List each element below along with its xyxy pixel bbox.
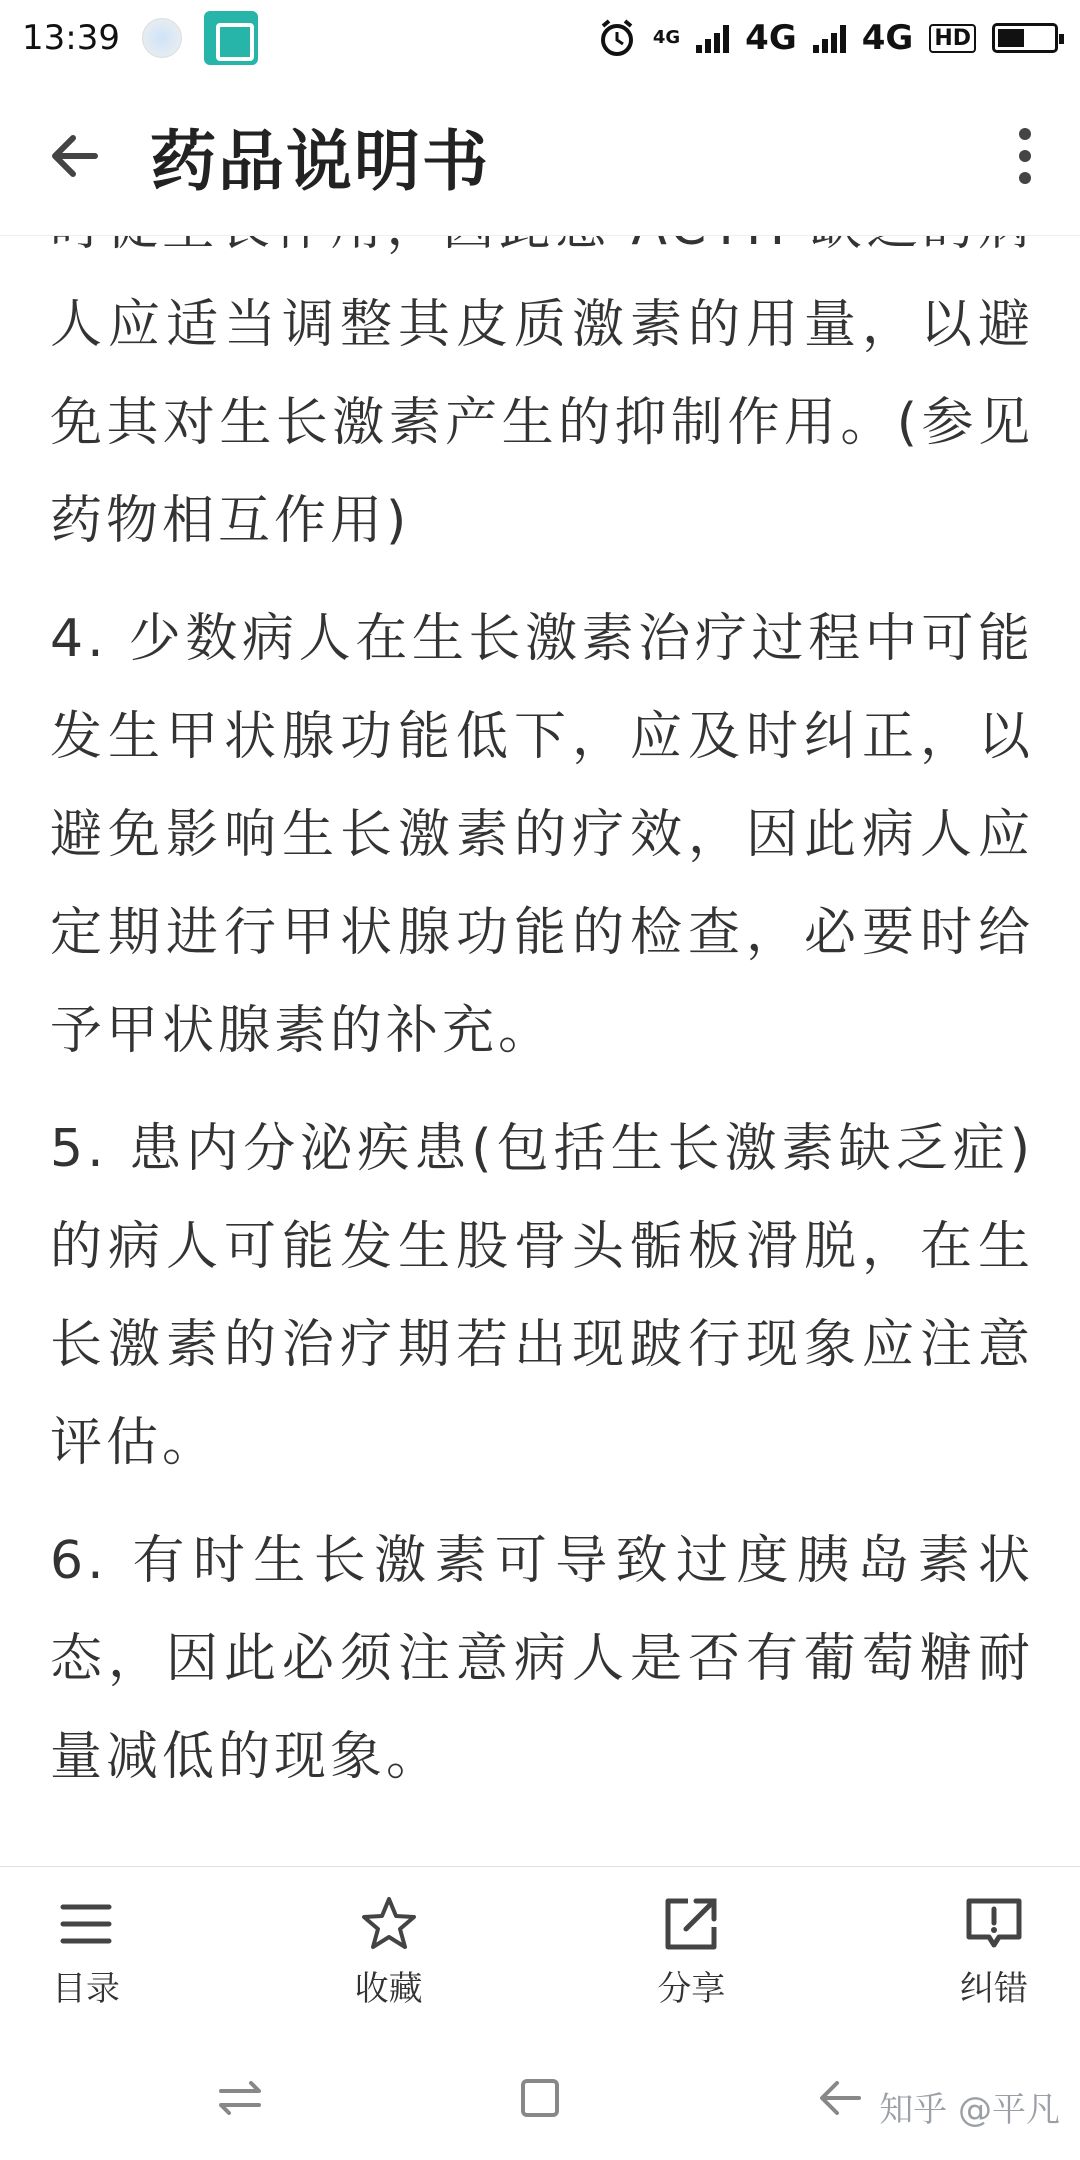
app-notification-icon [142, 18, 182, 58]
network-label-1: 4G [745, 18, 797, 58]
paragraph-4: 4. 少数病人在生长激素治疗过程中可能发生甲状腺功能低下，应及时纠正，以避免影响生长激素的疗效，因此病人应定期进行甲状腺功能的检查，必要时给予甲状腺素的补充。 [50, 609, 1034, 1061]
favorite-label: 收藏 [354, 1969, 423, 2009]
signal-icon-2 [813, 23, 846, 53]
toc-label: 目录 [52, 1969, 120, 2009]
app-header [0, 76, 1080, 236]
more-options-button[interactable] [970, 76, 1080, 236]
paragraph-partial: 人应适当调整其皮质激素的用量，以避免其对生长激素产生的抑制作用。(参见药物相互作用) [50, 295, 1034, 551]
signal-icon [696, 23, 729, 53]
paragraph-6: 6. 有时生长激素可导致过度胰岛素状态，因此必须注意病人是否有葡萄糖耐量减低的现象。 [50, 1531, 1034, 1787]
home-icon[interactable] [515, 2073, 565, 2123]
status-time: 13:39 [22, 18, 120, 58]
page-title: 药品说明书 [150, 123, 490, 200]
bottom-toolbar [0, 1866, 1080, 2036]
nav-back-icon[interactable] [815, 2073, 865, 2123]
watermark: 知乎 @平凡 [879, 2090, 1060, 2130]
status-bar [0, 0, 1080, 76]
article-content[interactable] [0, 236, 1080, 1866]
hd-badge: HD [929, 24, 976, 53]
share-icon [660, 1893, 722, 1955]
battery-icon [992, 23, 1058, 53]
report-icon [963, 1893, 1025, 1955]
share-label: 分享 [657, 1969, 726, 2009]
alarm-icon [597, 18, 637, 58]
favorite-button[interactable] [319, 1893, 459, 2010]
report-error-button[interactable] [924, 1893, 1064, 2010]
more-vertical-icon [1015, 126, 1035, 186]
back-arrow-icon [47, 128, 103, 184]
back-button[interactable] [0, 76, 150, 236]
report-error-label: 纠错 [959, 1969, 1028, 2009]
menu-icon [55, 1893, 117, 1955]
star-icon [358, 1893, 420, 1955]
data-indicator: 4G [652, 27, 681, 48]
paragraph-5: 5. 患内分泌疾患(包括生长激素缺乏症)的病人可能发生股骨头骺板滑脱，在生长激素的治疗期若出现跛行现象应注意评估。 [50, 1119, 1034, 1473]
toc-button[interactable] [16, 1893, 156, 2010]
network-label-2: 4G [861, 18, 914, 58]
share-button[interactable] [621, 1893, 761, 2010]
scan-icon [204, 11, 258, 65]
switch-apps-icon[interactable] [215, 2073, 265, 2123]
